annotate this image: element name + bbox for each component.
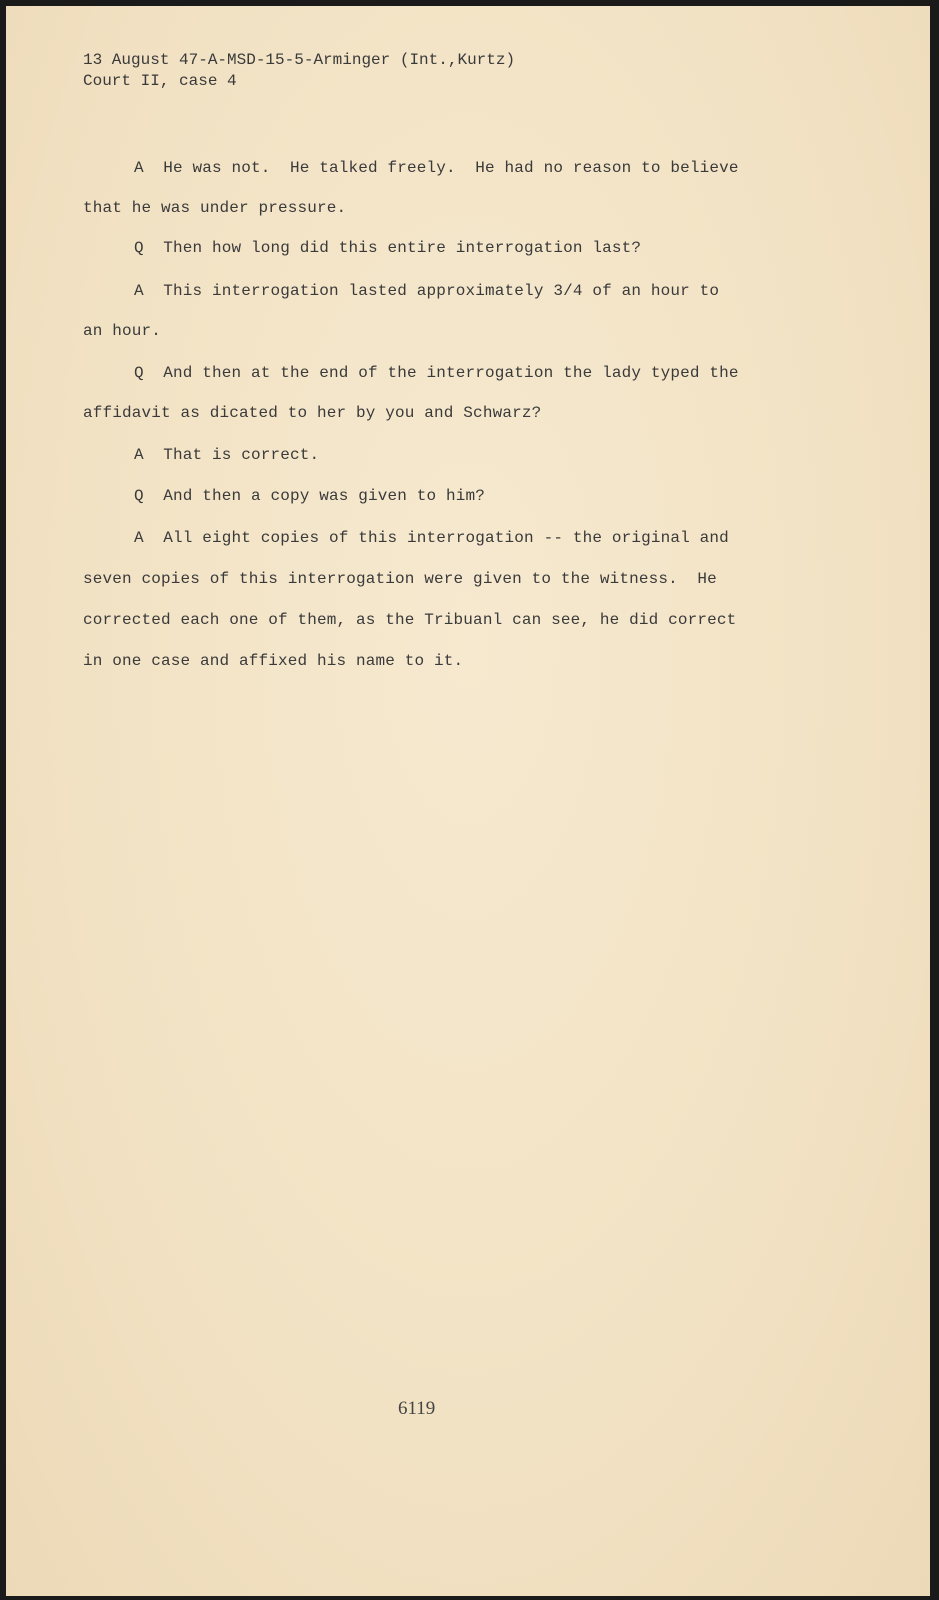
transcript-line: A This interrogation lasted approximately 3/4 of an hour to [134, 282, 720, 300]
header-line-1: 13 August 47-A-MSD-15-5-Arminger (Int.,Kurtz) [83, 51, 516, 69]
transcript-line: that he was under pressure. [83, 199, 347, 217]
transcript-line: Q And then a copy was given to him? [134, 487, 486, 505]
transcript-line: A He was not. He talked freely. He had no reason to believe [134, 159, 739, 177]
transcript-line: seven copies of this interrogation were given to the witness. He [83, 570, 717, 588]
transcript-line: A That is correct. [134, 446, 320, 464]
page-number: 6119 [398, 1398, 436, 1419]
document-page [6, 6, 930, 1596]
transcript-line: Q And then at the end of the interrogation the lady typed the [134, 364, 739, 382]
transcript-line: in one case and affixed his name to it. [83, 652, 464, 670]
transcript-line: corrected each one of them, as the Tribuanl can see, he did correct [83, 611, 737, 629]
transcript-line: affidavit as dicated to her by you and Schwarz? [83, 404, 542, 422]
transcript-line: an hour. [83, 322, 162, 340]
transcript-line: A All eight copies of this interrogation -- the original and [134, 529, 729, 547]
document-header [83, 50, 515, 92]
transcript-line: Q Then how long did this entire interrogation last? [134, 239, 642, 257]
header-line-2: Court II, case 4 [83, 72, 237, 90]
